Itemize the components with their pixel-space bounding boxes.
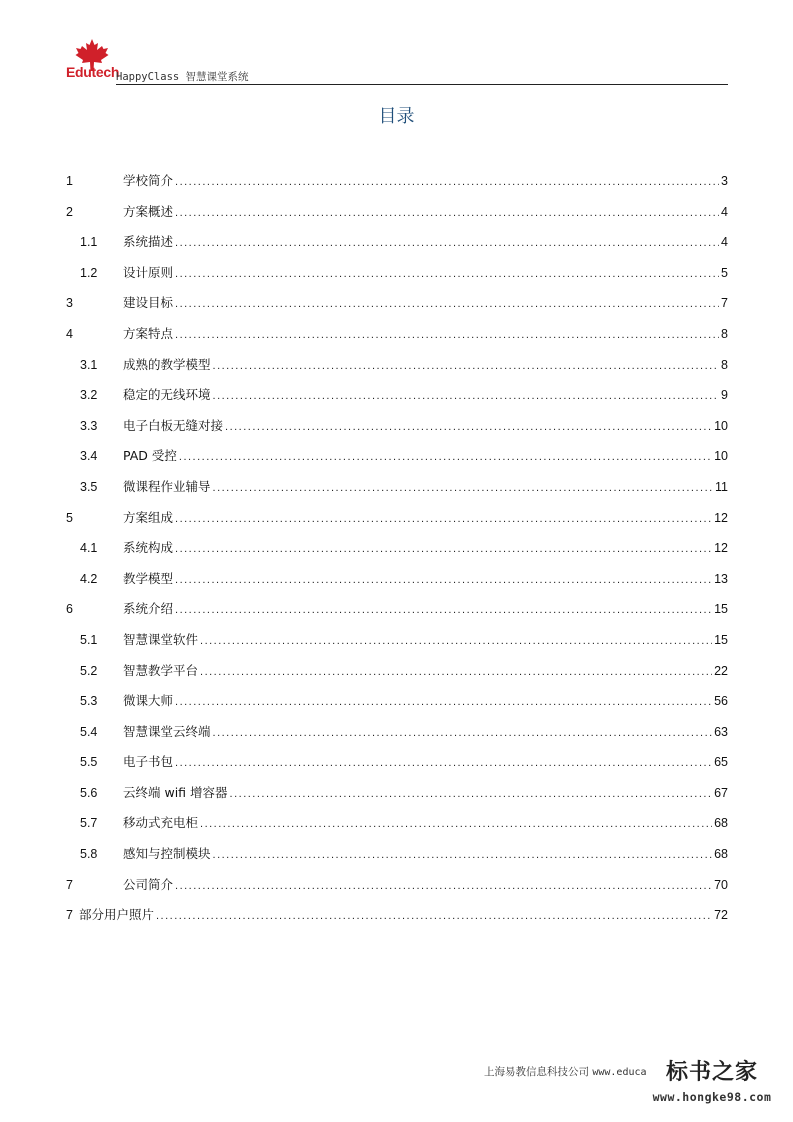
header-divider (116, 84, 728, 85)
toc-entry-label: 学校简介 (123, 173, 174, 188)
toc-dot-leader (175, 565, 712, 596)
toc-dot-leader (213, 381, 720, 412)
toc-entry-number: 3 (66, 296, 73, 311)
toc-entry[interactable] (66, 870, 728, 901)
toc-dot-leader (179, 442, 712, 473)
toc-entry-number: 7 (66, 908, 73, 923)
toc-entry-page: 10 (714, 418, 728, 433)
toc-dot-leader (225, 412, 712, 443)
toc-entry-page: 68 (714, 847, 728, 862)
toc-entry-page: 3 (721, 174, 728, 188)
toc-entry-page: 8 (721, 357, 728, 372)
toc-entry[interactable] (66, 441, 728, 472)
toc-entry-page: 8 (721, 326, 728, 341)
toc-dot-leader (213, 351, 720, 382)
toc-dot-leader (175, 259, 719, 290)
toc-entry[interactable] (66, 686, 728, 717)
toc-entry-label: 系统描述 (123, 234, 174, 250)
toc-entry-page: 70 (714, 877, 728, 892)
toc-entry-number: 3.4 (80, 449, 98, 464)
toc-entry-page: 4 (721, 235, 728, 250)
toc-entry-page: 22 (714, 663, 728, 678)
toc-dot-leader (175, 748, 712, 779)
toc-entry-number: 4.2 (80, 571, 98, 586)
toc-entry-number: 4.1 (80, 541, 98, 556)
toc-entry-label: 部分用户照片 (78, 907, 154, 923)
toc-dot-leader (175, 320, 719, 351)
toc-entry-label: 微课程作业辅导 (123, 478, 211, 494)
toc-entry-label: 教学模型 (123, 570, 174, 586)
toc-entry[interactable] (66, 380, 728, 411)
toc-entry-number: 5 (66, 510, 73, 525)
toc-entry[interactable] (66, 197, 728, 228)
toc-entry-label: 公司简介 (123, 876, 174, 892)
toc-dot-leader (175, 534, 712, 565)
toc-dot-leader (175, 228, 719, 259)
toc-entry[interactable] (66, 839, 728, 870)
toc-entry-number: 5.3 (80, 694, 98, 709)
toc-entry-label: 微课大师 (123, 693, 174, 709)
toc-dot-leader (156, 901, 712, 932)
toc-entry[interactable] (66, 594, 728, 625)
toc-entry-label: 智慧课堂云终端 (123, 723, 211, 739)
page-title: 目录 (378, 106, 415, 127)
toc-dot-leader (175, 289, 719, 320)
toc-entry-number: 5.4 (80, 724, 98, 739)
toc-entry-label: 方案特点 (123, 325, 174, 341)
toc-entry-label: 电子书包 (123, 754, 174, 770)
toc-entry-number: 5.6 (80, 785, 98, 800)
page-footer (484, 1064, 647, 1079)
toc-entry-label: 系统构成 (123, 540, 174, 556)
toc-entry-label: 系统介绍 (123, 601, 174, 617)
toc-entry-page: 12 (714, 510, 728, 525)
toc-entry-label: 建设目标 (123, 295, 174, 311)
toc-dot-leader (200, 809, 712, 840)
toc-entry-number: 3.5 (80, 479, 98, 494)
toc-entry-label: 成熟的教学模型 (123, 356, 211, 372)
toc-dot-leader (230, 779, 713, 810)
toc-entry-label: 电子白板无缝对接 (123, 417, 224, 433)
logo-text: Edutech (66, 64, 120, 80)
toc-entry-page: 68 (714, 816, 728, 831)
toc-entry[interactable] (66, 564, 728, 595)
toc-entry[interactable] (66, 717, 728, 748)
toc-entry-page: 11 (715, 479, 728, 494)
toc-entry-number: 5.7 (80, 816, 98, 831)
toc-entry-page: 15 (714, 602, 728, 617)
toc-entry-label: 稳定的无线环境 (123, 387, 211, 403)
watermark-name: 标书之家 (665, 1060, 758, 1085)
toc-entry-number: 3.1 (80, 357, 98, 372)
toc-entry[interactable] (66, 227, 728, 258)
toc-entry-number: 5.5 (80, 755, 98, 770)
toc-entry[interactable] (66, 288, 728, 319)
toc-entry[interactable] (66, 778, 728, 809)
toc-entry-page: 65 (714, 755, 728, 770)
toc-entry[interactable] (66, 747, 728, 778)
toc-dot-leader (175, 871, 712, 902)
toc-entry[interactable] (66, 533, 728, 564)
footer-company: 上海易教信息科技公司 (484, 1066, 589, 1078)
toc-entry[interactable] (66, 350, 728, 381)
toc-entry-number: 1 (66, 174, 73, 188)
toc-entry-number: 2 (66, 204, 73, 219)
toc-entry-label: 云终端 wifi 增容器 (123, 784, 228, 800)
toc-entry-page: 12 (714, 541, 728, 556)
toc-entry-number: 3.2 (80, 388, 98, 403)
toc-dot-leader (200, 626, 712, 657)
toc-entry-number: 7 (66, 877, 73, 892)
toc-entry-label: 设计原则 (123, 264, 174, 280)
toc-entry-page: 15 (714, 632, 728, 647)
toc-entry[interactable] (66, 411, 728, 442)
toc-entry-number: 6 (66, 602, 73, 617)
toc-entry[interactable] (66, 808, 728, 839)
toc-entry-label: 移动式充电柜 (123, 815, 199, 831)
toc-entry-label: 方案组成 (123, 509, 174, 525)
toc-dot-leader (213, 718, 713, 749)
toc-entry[interactable] (66, 472, 728, 503)
watermark-url: www.hongke98.com (652, 1090, 772, 1104)
toc-entry-number: 5.1 (80, 632, 98, 647)
footer-url: www.educa (592, 1067, 647, 1078)
toc-entry-page: 63 (714, 724, 728, 739)
toc-entry-page: 13 (714, 571, 728, 586)
toc-entry[interactable] (66, 625, 728, 656)
watermark (636, 1058, 788, 1114)
toc-entry[interactable] (66, 503, 728, 534)
toc-entry-label: 智慧教学平台 (123, 662, 199, 678)
toc-entry-label: 智慧课堂软件 (123, 631, 199, 647)
toc-entry-label: 方案概述 (123, 203, 174, 219)
toc-entry[interactable] (66, 319, 728, 350)
toc-dot-leader (175, 687, 712, 718)
toc-entry-page: 9 (721, 388, 728, 403)
toc-entry-page: 4 (721, 204, 728, 219)
toc-dot-leader (200, 657, 712, 688)
toc-entry[interactable] (66, 166, 728, 197)
toc-entry[interactable] (66, 900, 728, 931)
toc-entry-page: 10 (714, 449, 728, 464)
toc-entry[interactable] (66, 258, 728, 289)
toc-dot-leader (175, 504, 712, 535)
toc-entry[interactable] (66, 656, 728, 687)
toc-dot-leader (213, 840, 713, 871)
header-title: HappyClass 智慧课堂系统 (116, 71, 249, 83)
toc-entry-number: 1.2 (80, 265, 98, 280)
toc-entry-page: 5 (721, 265, 728, 280)
toc-entry-page: 7 (721, 296, 728, 311)
toc-entry-label: PAD 受控 (123, 448, 177, 464)
toc-entry-page: 67 (714, 785, 728, 800)
toc-entry-number: 5.2 (80, 663, 98, 678)
toc-entry-page: 72 (714, 908, 728, 923)
table-of-contents (66, 166, 728, 931)
page-header (66, 36, 728, 86)
toc-entry-number: 4 (66, 326, 73, 341)
toc-entry-page: 56 (714, 694, 728, 709)
toc-dot-leader (175, 198, 719, 229)
toc-entry-number: 5.8 (80, 847, 98, 862)
toc-dot-leader (175, 167, 719, 198)
toc-entry-label: 感知与控制模块 (123, 846, 211, 862)
toc-entry-number: 1.1 (80, 235, 98, 250)
toc-entry-number: 3.3 (80, 418, 98, 433)
toc-dot-leader (213, 473, 714, 504)
toc-dot-leader (175, 595, 712, 626)
